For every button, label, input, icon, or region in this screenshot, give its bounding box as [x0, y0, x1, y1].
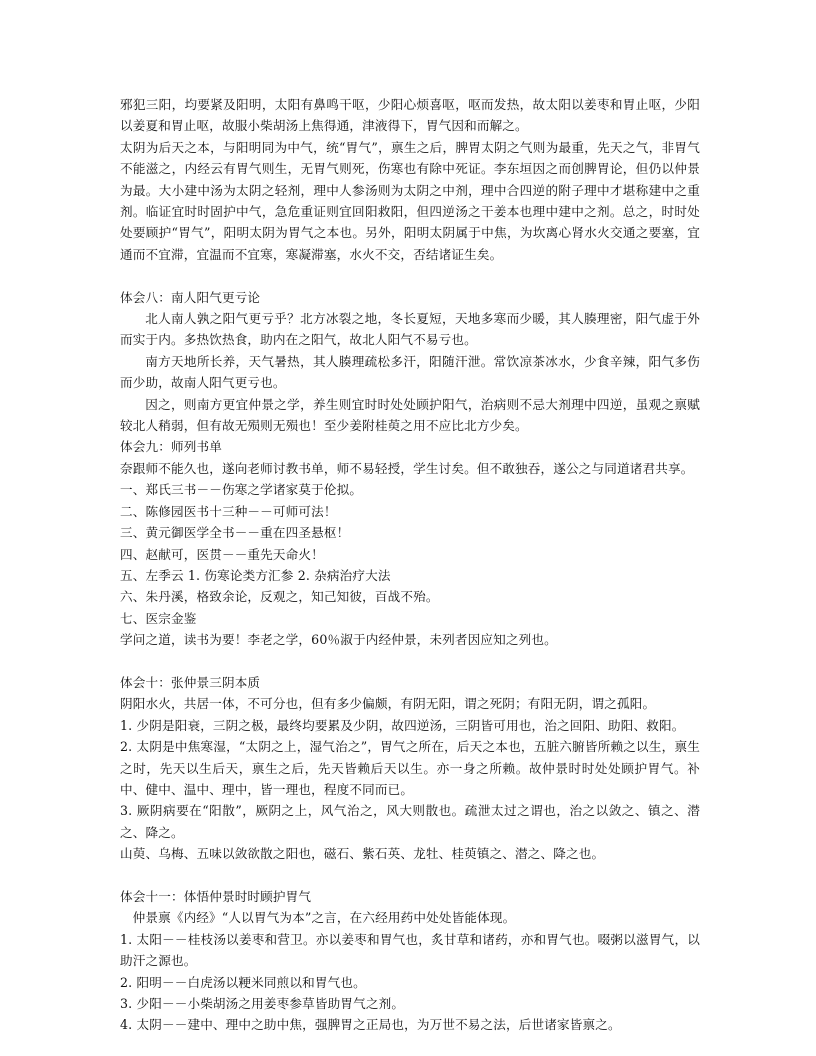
- section-heading-8: 体会八：南人阳气更亏论: [120, 289, 261, 305]
- section-heading-9: 体会九：师列书单: [120, 439, 222, 455]
- paragraph-taiyin-center: 4. 太阴－－建中、理中之助中焦，强脾胃之正局也，为万世不易之法，后世诸家皆禀之。: [120, 1017, 621, 1033]
- paragraph-south-climate: 南方天地所长养，天气暑热，其人腠理疏松多汗，阳随汗泄。常饮凉茶冰水，少食辛辣，阳气多伤而少助，故南人阳气更亏也。: [120, 353, 700, 391]
- section-heading-11: 体会十一：体悟仲景时时顾护胃气: [120, 888, 312, 904]
- book-list-item: 一、郑氏三书－－伤寒之学诸家莫于伦拟。: [120, 482, 363, 498]
- paragraph-reading: 学问之道，读书为要！李老之学，60％淑于内经仲景，未列者因应知之列也。: [120, 632, 557, 648]
- book-list-item: 七、医宗金鉴: [120, 610, 197, 626]
- paragraph-jueyin: 3. 厥阴病要在“阳散”，厥阴之上，风气治之，风大则散也。疏泄太过之谓也，治之以敛之、镇之、潜之、降之。: [120, 803, 700, 840]
- paragraph-shaoyang: 3. 少阳－－小柴胡汤之用姜枣参草皆助胃气之剂。: [120, 996, 405, 1012]
- paragraph-taiyin: 太阴为后天之本，与阳明同为中气，统“胃气”，禀生之后，脾胃太阴之气则为最重，先天之气，非胃气不能滋之，内经云有胃气则生，无胃气则死，伤寒也有除中死证。李东垣因之而创脾胃论，但仍以仲景为最。大小建中汤为太阴之轻剂，理中人参汤则为太阴之中剂，理中合四逆的附子理中才堪称建中之重剂。临证宜时时固护中气，急危重证则宜回阳救阳，但四逆汤之干姜本也理中建中之剂。总之，时时处处要顾护“胃气”，阳明太阴为胃气之本也。另外，阳明太阴属于中焦，为坎离心肾水火交通之要塞，宜通而不宜滞，宜温而不宜寒，寒凝滞塞，水火不交，否结诸证生矣。: [120, 139, 700, 262]
- section-heading-10: 体会十：张仲景三阴本质: [120, 674, 261, 690]
- paragraph-north-south: 北人南人孰之阳气更亏乎？北方冰裂之地，冬长夏短，天地多寒而少暖，其人腠理密，阳气虚于外而实于内。多热饮热食，助内在之阳气，故北人阳气不易亏也。: [120, 311, 700, 348]
- book-list-item: 四、赵献可，医贯－－重先天命火！: [120, 546, 324, 562]
- paragraph-yangming: 2. 阳明－－白虎汤以粳米同煎以和胃气也。: [120, 974, 366, 990]
- paragraph-south-conclusion: 因之，则南方更宜仲景之学，养生则宜时时处处顾护阳气，治病则不忌大剂理中四逆，虽观之禀赋较北人稍弱，但有故无殒则无殒也！至少姜附桂萸之用不应比北方少矣。: [120, 396, 700, 434]
- paragraph-stomach-qi: 仲景禀《内经》“人以胃气为本”之言，在六经用药中处处皆能体现。: [132, 910, 516, 926]
- book-list-item: 五、左季云 1. 伤寒论类方汇参 2. 杂病治疗大法: [120, 567, 391, 583]
- paragraph-yin-yang: 阴阳水火，共居一体，不可分也，但有多少偏颇，有阴无阳，谓之死阴；有阳无阴，谓之孤阳。: [120, 696, 656, 712]
- section-gap: [120, 265, 700, 286]
- section-gap: [120, 865, 700, 886]
- paragraph-herbs: 山萸、乌梅、五味以敛欲散之阳也，磁石、紫石英、龙牡、桂萸镇之、潜之、降之也。: [120, 846, 605, 862]
- document-page: [120, 94, 700, 1036]
- book-list-item: 二、陈修园医书十三种－－可师可法！: [120, 503, 337, 519]
- paragraph-shaoyin: 1. 少阴是阳衰，三阴之极，最终均要累及少阴，故四逆汤，三阴皆可用也，治之回阳、助阳、救阳。: [120, 717, 685, 733]
- paragraph-book-intro: 奈跟师不能久也，遂向老师讨教书单，师不易轻授，学生讨矣。但不敢独吞，遂公之与同道诸君共享。: [120, 460, 694, 476]
- book-list-item: 三、黄元御医学全书－－重在四圣悬枢！: [120, 525, 350, 541]
- paragraph-taiyin-cold-damp: 2. 太阴是中焦寒湿，“太阴之上，湿气治之”，胃气之所在，后天之本也，五脏六腑皆所赖之以生，禀生之时，先天以生后天，禀生之后，先天皆赖后天以生。亦一身之所赖。故仲景时时处处顾护胃气。补中、健中、温中、理中，皆一理也，程度不同而已。: [120, 739, 700, 797]
- paragraph-three-yang: 邪犯三阳，均要紧及阳明，太阳有鼻鸣干呕，少阳心烦喜呕，呕而发热，故太阳以姜枣和胃止呕，少阳以姜夏和胃止呕，故服小柴胡汤上焦得通，津液得下，胃气因和而解之。: [120, 97, 700, 134]
- section-gap: [120, 651, 700, 672]
- paragraph-taiyang: 1. 太阳－－桂枝汤以姜枣和营卫。亦以姜枣和胃气也，炙甘草和诸药，亦和胃气也。啜粥以滋胃气，以助汗之源也。: [120, 931, 700, 969]
- book-list-item: 六、朱丹溪，格致余论，反观之，知己知彼，百战不殆。: [120, 589, 439, 605]
